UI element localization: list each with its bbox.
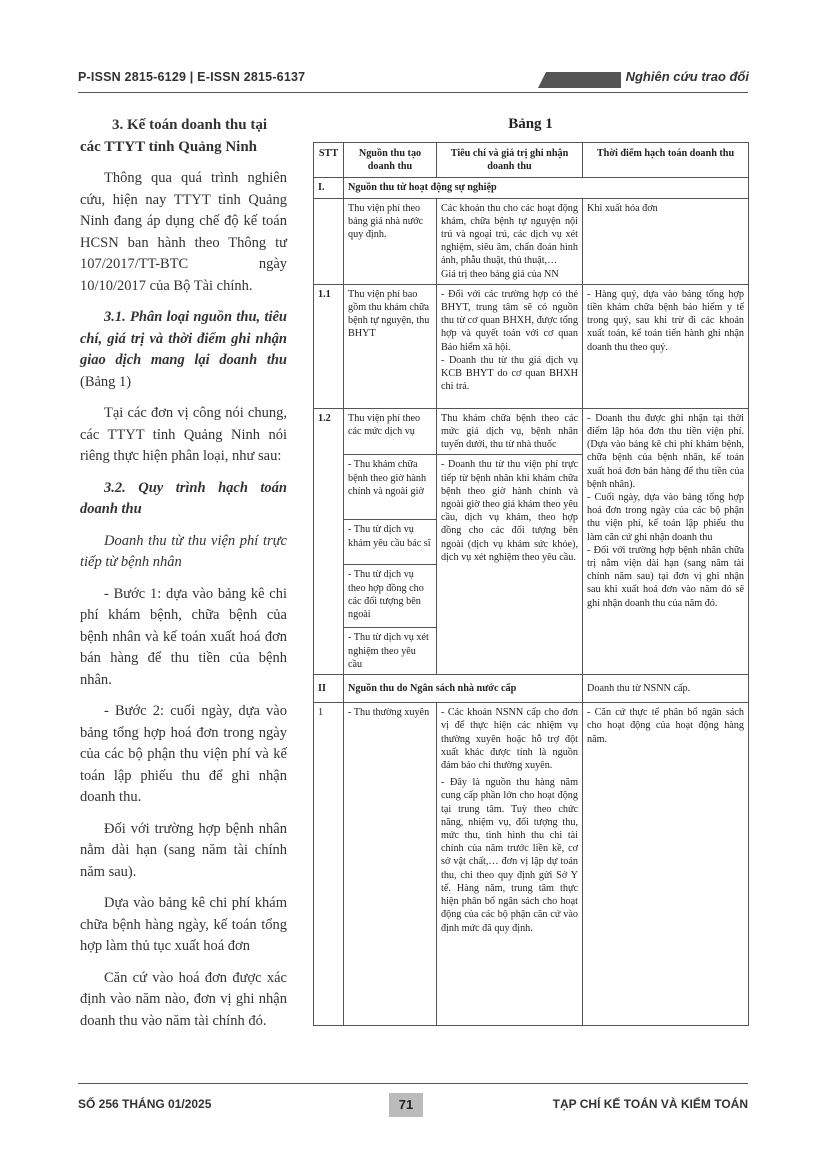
table-row [314,198,749,284]
section-stt: II [314,675,344,703]
col-header-source: Nguồn thu tạo doanh thu [344,143,437,178]
issue-number: SỐ 256 THÁNG 01/2025 [78,1097,212,1111]
subheading-doanh-thu-vien-phi: Doanh thu từ thu viện phí trực tiếp từ bệnh nhân [80,532,287,570]
criteria-text-2: - Đây là nguồn thu hàng năm cung cấp phần lớn cho hoạt động tại trung tâm. Tuỳ theo chức năng, nhiệm vụ, đối tượng thu, mức thu, tình hình thu chi tài chính của năm trước liền kề, cơ sở vật chất,… đơn vị lập dự toán thu, chi theo quy định gửi Sở Y tế. Hàng năm, trung tâm thực hiện phân bổ ngân sách cho hoạt động của các bộ phận căn cứ vào định mức đã quy định. [441,777,578,934]
issn-header: P-ISSN 2815-6129 | E-ISSN 2815-6137 [78,70,306,84]
criteria-text-2: Giá trị theo bảng giá của NN [441,268,559,280]
cell-criteria [437,198,583,284]
col-header-timing: Thời điểm hạch toán doanh thu [583,143,749,178]
col-header-stt: STT [314,143,344,178]
heading-kế-toán-doanh-thu: 3. Kế toán doanh thu tại các TTYT tỉnh Quảng Ninh [80,117,268,155]
para-phan-loai: Tại các đơn vị công nói chung, các TTYT tỉnh Quảng Ninh nói riêng thực hiện phân loại, như sau: [80,405,287,464]
cell-stt: 1.2 [314,408,344,674]
subheading-phan-loai-tail: (Bảng 1) [80,373,132,390]
section-label: Nguồn thu từ hoạt động sự nghiệp [344,178,749,198]
section-label: Nguồn thu do Ngân sách nhà nước cấp [344,675,583,703]
footer-rule [78,1083,748,1084]
para-buoc-2: - Bước 2: cuối ngày, dựa vào bảng tổng hợp hoá đơn trong ngày của các bộ phận thu viện phí và kế toán lập phiếu thu để ghi nhận doanh thu. [80,703,287,805]
para-dai-han: Đối với trường hợp bệnh nhân nằm dài hạn (sang năm tài chính năm sau). [80,820,287,880]
page-number: 71 [389,1093,423,1117]
criteria-text: - Đối với các trường hợp có thẻ BHYT, trung tâm sẽ có nguồn thu từ cơ quan BHXH, được tổng hợp và quyết toán với cơ quan Bảo hiểm xã hội. [441,288,578,353]
subheading-phan-loai [80,307,287,393]
cell-source: Thu viện phí theo bảng giá nhà nước quy định. [344,198,437,284]
cell-source-sub: - Thu từ dịch vụ xét nghiệm theo yêu cầu [344,628,437,675]
cell-source: Thu viện phí bao gồm thu khám chữa bệnh tự nguyện, thu BHYT [344,284,437,408]
para-bang-ke: Dựa vào bảng kê chi phí khám chữa bệnh hàng ngày, kế toán tổng hợp làm thủ tục xuất hoá đơn [80,895,287,954]
table-header-row [314,143,749,178]
header-rule [78,92,748,93]
subheading-quy-trinh: 3.2. Quy trình hạch toán doanh thu [80,479,287,517]
cell-timing [583,408,749,674]
timing-text-3: - Đối với trường hợp bệnh nhân chữa trị nằm viện dài hạn (sang năm tài chính năm sau) tại đơn vị ghi nhận sau khi xuất hoá đơn vào năm đó sẽ ghi nhận doanh thu của năm đó. [587,544,744,609]
cell-source-sub: - Thu từ dịch vụ theo hợp đồng cho các đối tượng bên ngoài [344,565,437,628]
section-title: Nghiên cứu trao đổi [625,69,749,84]
timing-text: - Doanh thu được ghi nhận tại thời điểm lập hóa đơn thu tiền viện phí. (Dựa vào bảng kê chi phí khám bệnh, chữa bệnh của bệnh nhân, kế toán xuất hoá đơn bán hàng để thu tiền của bệnh nhân). [587,412,744,490]
journal-name: TẠP CHÍ KẾ TOÁN VÀ KIỂM TOÁN [552,1097,748,1111]
cell-criteria: Thu khám chữa bệnh theo các mức giá dịch vụ, bệnh nhân tuyến dưới, thu từ nhà thuốc [437,408,583,455]
cell-source-sub: - Thu khám chữa bệnh theo giờ hành chính và ngoài giờ [344,455,437,520]
para-intro: Thông qua quá trình nghiên cứu, hiện nay TTYT tỉnh Quảng Ninh đang áp dụng chế độ kế toán HCSN ban hành theo Thông tư 107/2017/TT-BTC ngày 10/10/2017 của Bộ Tài chính. [80,170,287,294]
cell-source-sub: - Thu từ dịch vụ khám yêu cầu bác sĩ [344,520,437,565]
cell-timing: - Hàng quý, dựa vào bảng tổng hợp tiền khám chữa bệnh bảo hiểm y tế trong quý, sau khi trừ đi các khoản xuất toán, kế toán tiến hành ghi nhận doanh thu theo quý. [583,284,749,408]
cell-timing: - Căn cứ thực tế phân bổ ngân sách cho hoạt động của hoạt động hàng năm. [583,703,749,1026]
cell-stt [314,198,344,284]
left-column [80,114,287,1042]
cell-criteria [437,284,583,408]
section-row-2 [314,675,749,703]
cell-criteria-sub: - Doanh thu từ thu viện phí trực tiếp từ bệnh nhân khi khám chữa bệnh theo giờ hành chính và ngoài giờ theo giá khám theo yêu cầu, dịch vụ khám, theo hợp đồng cho các đối tượng bên ngoài (dịch vụ khám sức khỏe), dịch vụ xét nghiệm theo yêu cầu. [437,455,583,675]
table-row [314,284,749,408]
cell-timing: Khi xuất hóa đơn [583,198,749,284]
criteria-text: Các khoản thu cho các hoạt động khám, chữa bệnh tự nguyện nội trú và ngoại trú, các dịch vụ xét nghiệm, siêu âm, chẩn đoán hình ảnh, phẫu thuật, thủ thuật,… [441,202,578,267]
criteria-text-2: - Doanh thu từ thu giá dịch vụ KCB BHYT do cơ quan BHXH chi trả. [441,354,578,393]
criteria-text: - Các khoản NSNN cấp cho đơn vị để thực hiện các nhiệm vụ thường xuyên hoặc hỗ trợ đột xuất khác được tính là nguồn đảm bảo chi thường xuyên. [441,707,578,772]
para-can-cu: Căn cứ vào hoá đơn được xác định vào năm nào, đơn vị ghi nhận doanh thu vào năm tài chính đó. [80,969,287,1029]
table-row [314,703,749,1026]
cell-stt: 1 [314,703,344,1026]
section-stt: I. [314,178,344,198]
subheading-phan-loai-text: 3.1. Phân loại nguồn thu, tiêu chí, giá trị và thời điểm ghi nhận giao dịch mang lại doanh thu [80,309,287,368]
header-decor-bar [538,72,621,88]
cell-timing: Doanh thu từ NSNN cấp. [583,675,749,703]
timing-text-2: - Cuối ngày, dựa vào bảng tổng hợp hoá đơn trong ngày của các bộ phận thu viện phí, kế toán lập phiếu thu làm căn cứ ghi nhận doanh thu [587,492,744,543]
para-buoc-1: - Bước 1: dựa vào bảng kê chi phí khám bệnh, chữa bệnh của bệnh nhân và kế toán xuất hoá đơn bán hàng để thu tiền của bệnh nhân. [80,585,287,688]
revenue-table [313,142,749,1026]
table-title: Bảng 1 [508,116,553,132]
col-header-criteria: Tiêu chí và giá trị ghi nhận doanh thu [437,143,583,178]
cell-criteria [437,703,583,1026]
cell-source: - Thu thường xuyên [344,703,437,1026]
cell-source: Thu viện phí theo các mức dịch vụ [344,408,437,455]
table-row [314,408,749,455]
section-row-1 [314,178,749,198]
cell-stt: 1.1 [314,284,344,408]
